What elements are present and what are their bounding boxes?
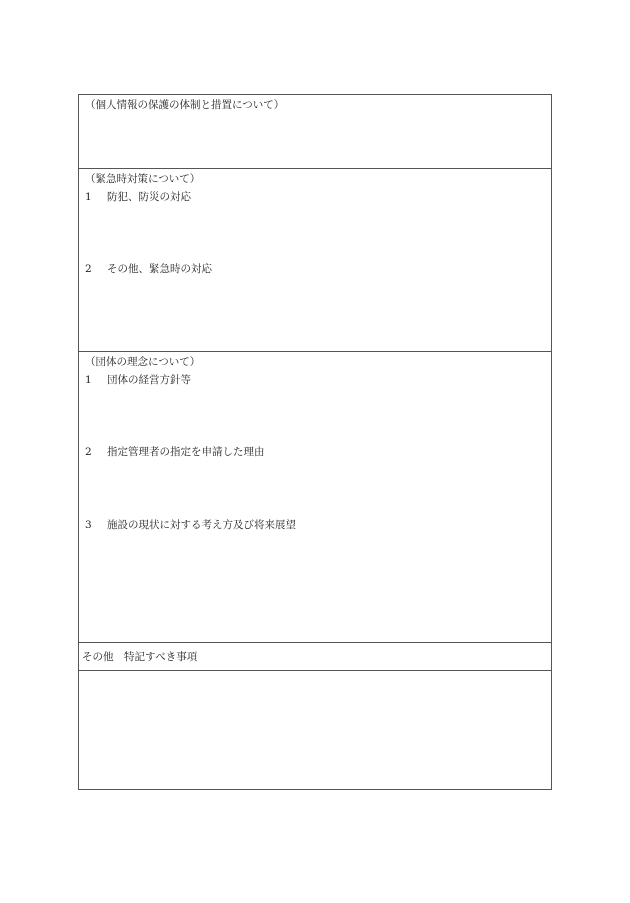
philosophy-item-2	[85, 445, 265, 459]
other-header-section	[79, 643, 551, 671]
item-text: 団体の経営方針等	[107, 374, 191, 386]
application-form-table	[78, 94, 552, 790]
emergency-item-1	[85, 190, 191, 204]
other-body-section	[79, 671, 551, 789]
emergency-item-2	[85, 262, 212, 276]
item-text: 施設の現状に対する考え方及び将来展望	[107, 519, 296, 531]
philosophy-item-1	[85, 373, 191, 387]
item-text: その他、緊急時の対応	[107, 263, 212, 275]
item-number: 2	[85, 446, 92, 458]
item-number: 1	[85, 374, 92, 386]
philosophy-section	[79, 352, 551, 643]
other-heading: その他 特記すべき事項	[82, 651, 198, 663]
philosophy-heading: （団体の理念について）	[85, 356, 201, 368]
item-number: 1	[85, 191, 92, 203]
privacy-section	[79, 95, 551, 169]
item-number: 2	[85, 263, 92, 275]
item-text: 指定管理者の指定を申請した理由	[107, 446, 265, 458]
emergency-heading: （緊急時対策について）	[85, 173, 201, 185]
privacy-heading: （個人情報の保護の体制と措置について）	[85, 99, 285, 111]
item-number: 3	[85, 519, 92, 531]
emergency-section	[79, 169, 551, 352]
item-text: 防犯、防災の対応	[107, 191, 191, 203]
philosophy-item-3	[85, 518, 296, 532]
